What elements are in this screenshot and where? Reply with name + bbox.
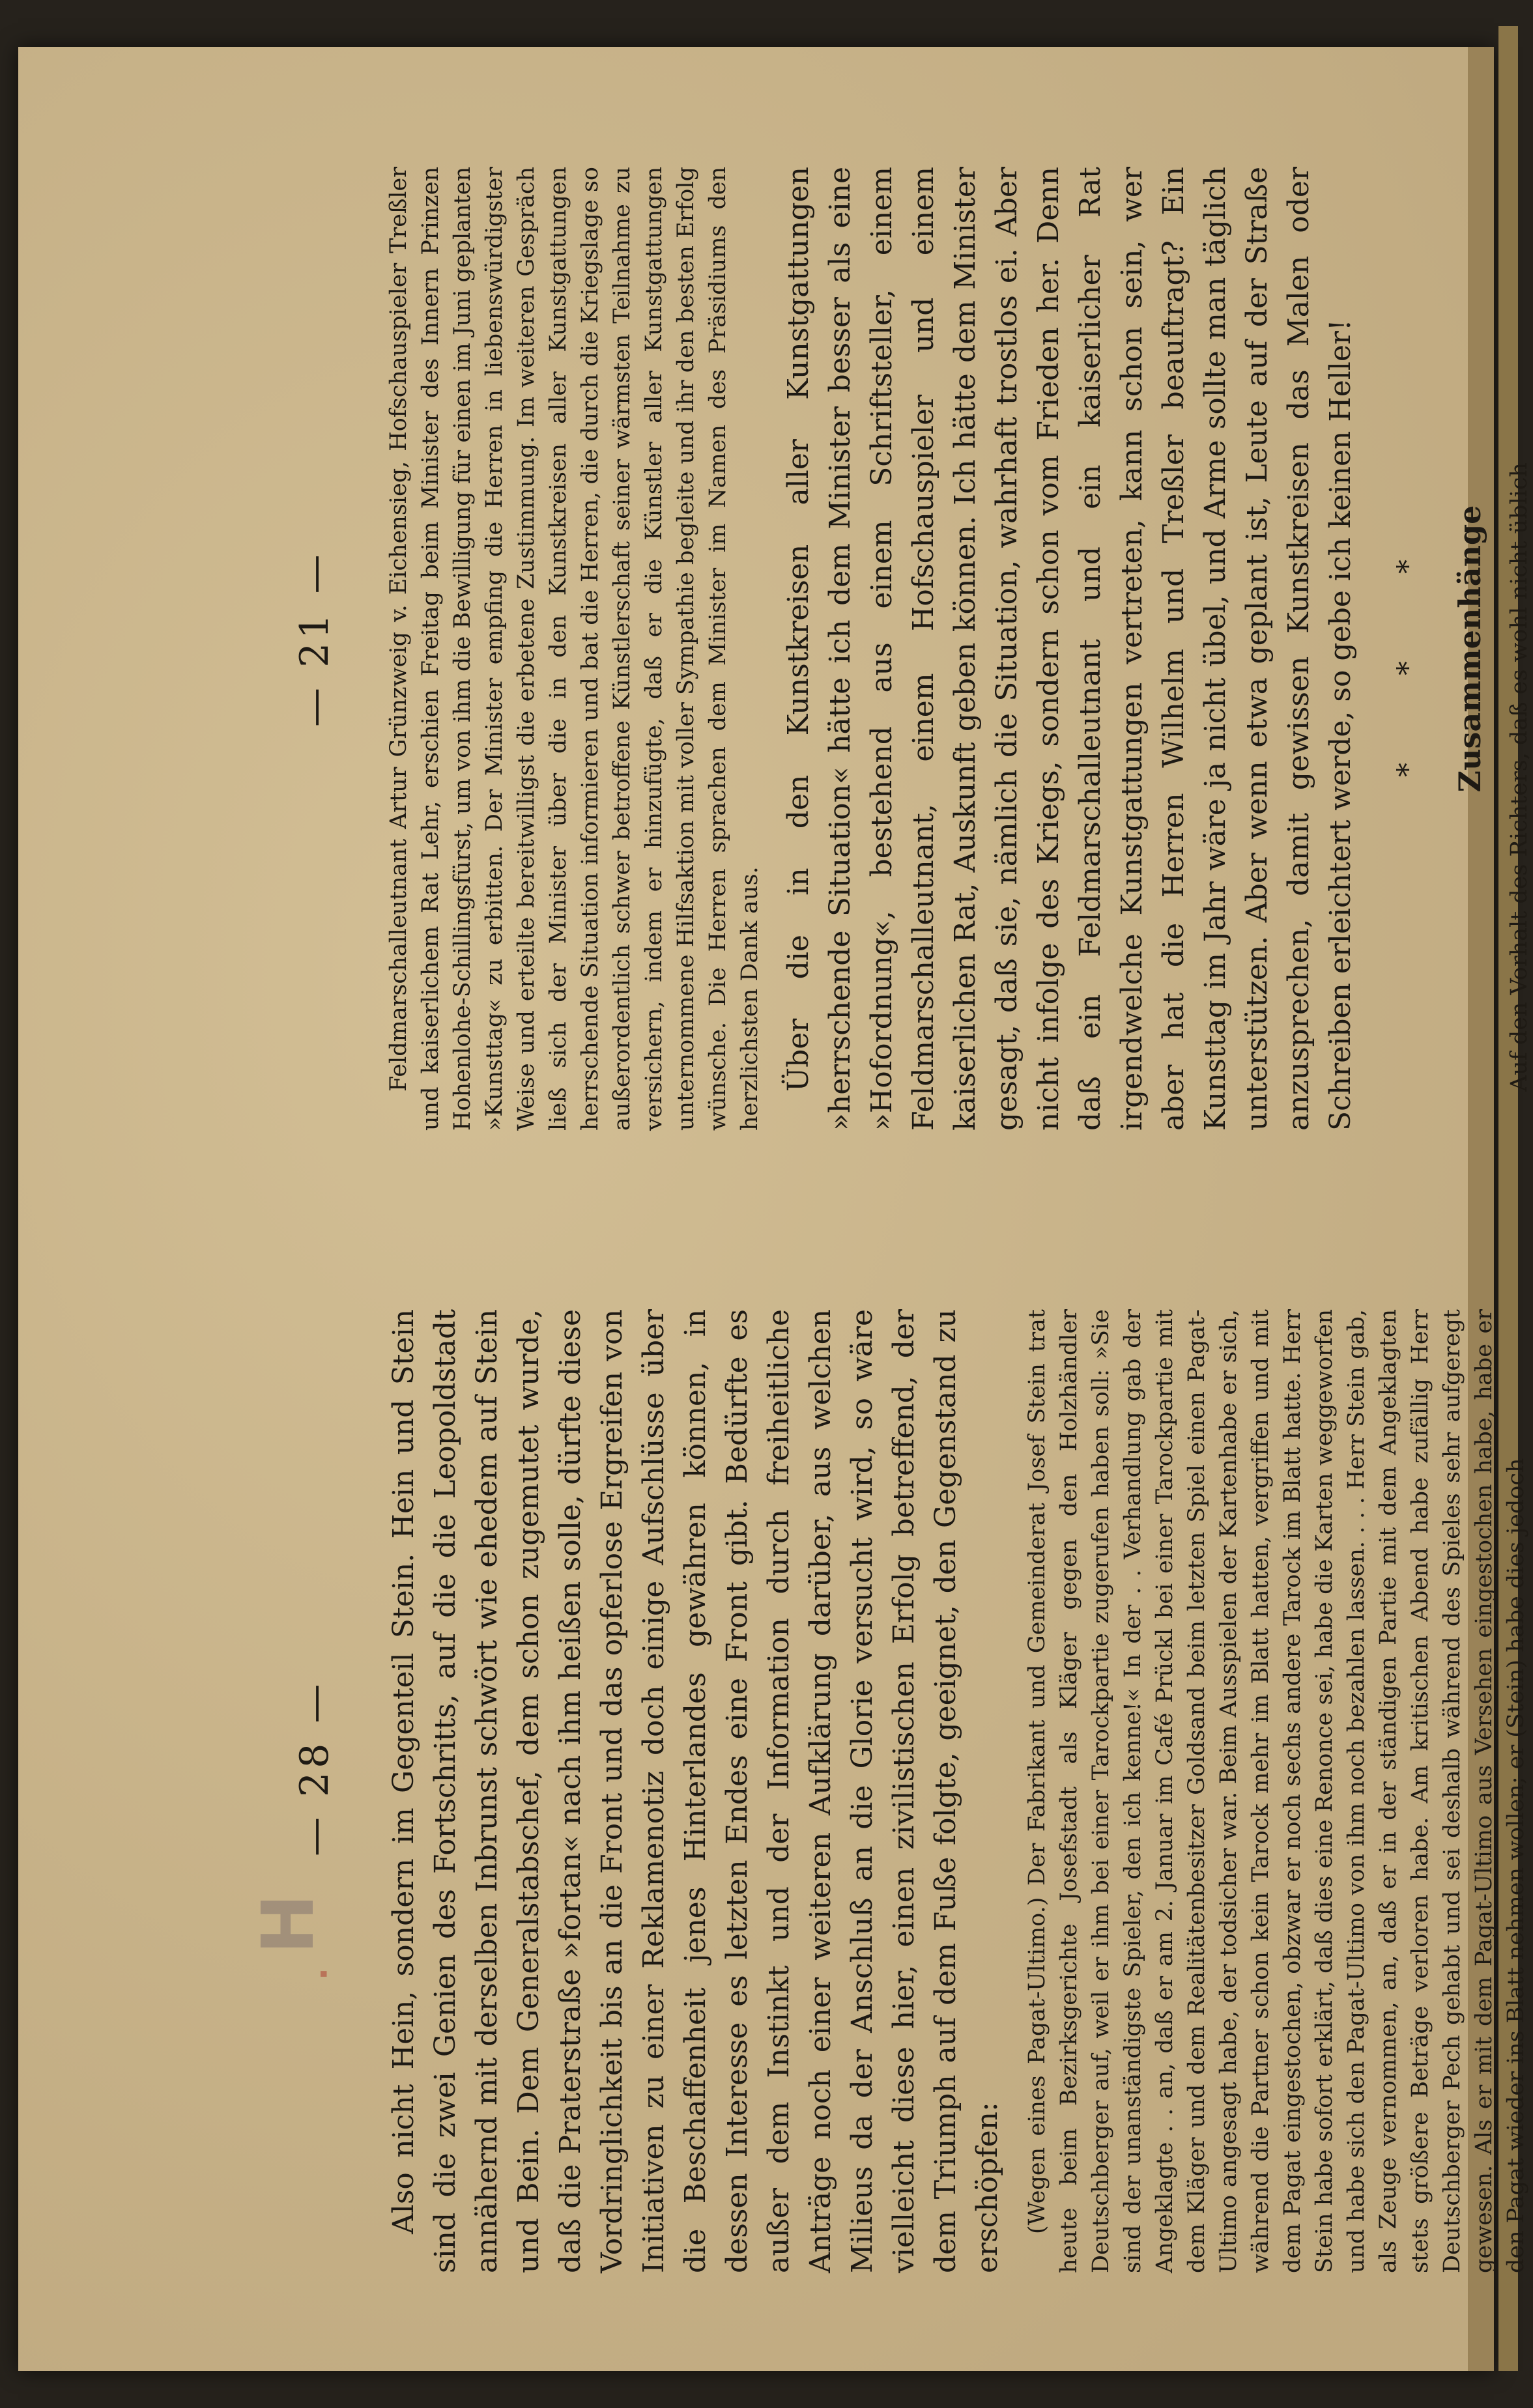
- news-quote: Feldmarschalleutnant Artur Grünzweig v. Eichensieg, Hofschauspieler Treßler und kaiserlichem Rat Lehr, erschien Freitag beim Minister des Innern Prinzen Hohenlohe-Schillingsfürst, um von ihm die Bewilligung für einen im Juni geplanten »Kunsttag« zu erbitten. Der Minister empfing die Herren in liebenswürdigster Weise und erteilte bereitwilligst die erbetene Zustimmung. Im weiteren Gespräch ließ sich der Minister über die in den Kunstkreisen aller Kunstgattungen herrschende Situation informieren und bat die Herren, die durch die Kriegslage so außerordentlich schwer betroffene Künstlerschaft seiner wärmsten Teilnahme zu versichern, indem er hinzufügte, daß er die Künstler aller Kunstgattungen unternommene Hilfsaktion mit voller Sympathie begleite und ihr den besten Erfolg wünsche. Die Herren sprachen dem Minister im Namen des Präsidiums den herzlichsten Dank aus.: [386, 167, 763, 1131]
- page-number-left: — 28 —: [292, 1680, 337, 1856]
- red-mark: ·: [305, 1968, 343, 1980]
- left-page-text: [383, 1309, 1532, 2273]
- paragraph-start: Auf den Vorhalt des Richters, daß es wohl nicht üblich: [1506, 462, 1532, 1092]
- section-divider: * * *: [1392, 520, 1425, 777]
- right-page-text: [383, 167, 1533, 1131]
- section-heading: Zusammenhänge: [1452, 505, 1487, 793]
- page-number-right: — 21 —: [292, 550, 337, 727]
- paragraph: Über die in den Kunstkreisen aller Kunstgattungen »herrschende Situation« hätte ich dem Minister besser als eine »Hofordnung«, bestehend aus einem Schriftsteller, einem Feldmarschalleutnant, einem Hofschauspieler und einem kaiserlichen Rat, Auskunft geben können. Ich hätte dem Minister gesagt, daß sie, nämlich die Situation, wahrhaft trostlos ei. Aber nicht infolge des Kriegs, sondern schon vom Frieden her. Denn daß ein Feldmarschalleutnant und ein kaiserlicher Rat irgendwelche Kunstgattungen vertreten, kann schon sein, wer aber hat die Herren Wilhelm und Treßler beauftragt? Ein Kunsttag im Jahr wäre ja nicht übel, und Arme sollte man täglich unterstützen. Aber wenn etwa geplant ist, Leute auf der Straße anzusprechen, damit gewissen Kunstkreisen das Malen oder Schreiben erleichtert werde, so gebe ich keinen Heller!: [782, 167, 1357, 1131]
- pencil-annotation: H: [246, 1893, 330, 1954]
- right-page: [18, 47, 1532, 1209]
- left-page: [18, 1209, 1529, 2371]
- news-quote: (Wegen eines Pagat-Ultimo.) Der Fabrikant und Gemeinderat Josef Stein trat heute beim Bezirksgerichte Josefstadt als Kläger gegen den Holzhändler Deutschberger auf, weil er ihm bei einer Tarockpartie zugerufen haben soll: »Sie sind der unanständigste Spieler, den ich kenne!« In der . . Verhandlung gab der Angeklagte . . an, daß er am 2. Januar im Café Prückl bei einer Tarockpartie mit dem Kläger und dem Realitätenbesitzer Goldsand beim letzten Spiel einen Pagat-Ultimo angesagt habe, der todsicher war. Beim Ausspielen der Kartenhabe er sich, während die Partner schon kein Tarock mehr im Blatt hatten, vergriffen und mit dem Pagat eingestochen, obzwar er noch sechs andere Tarock im Blatt hatte. Herr Stein habe sofort erklärt, daß dies eine Renonce sei, habe die Karten weggeworfen und habe sich den Pagat-Ultimo von ihm noch bezahlen lassen. . . . Herr Stein gab, als Zeuge vernommen, an, daß er in der ständigen Partie mit dem Angeklagten stets größere Beträge verloren habe. Am kritischen Abend habe zufällig Herr Deutschberger Pech gehabt und sei deshalb während des Spieles sehr aufgeregt gewesen. Als er mit dem Pagat-Ultimo aus Versehen eingestochen habe, habe er den Pagat wieder ins Blatt nehmen wollen; er (Stein) habe dies jedoch: [1024, 1309, 1529, 2273]
- paragraph: Also nicht Hein, sondern im Gegenteil Stein. Hein und Stein sind die zwei Genien des Fortschritts, auf die die Leopoldstadt annähernd mit derselben Inbrunst schwört wie ehedem auf Stein und Bein. Dem Generalstabschef, dem schon zugemutet wurde, daß die Praterstraße »fortan« nach ihm heißen solle, dürfte diese Vordringlichkeit bis an die Front und das opferlose Ergreifen von Initiativen zu einer Reklamenotiz doch einige Aufschlüsse über die Beschaffenheit jenes Hinterlandes gewähren können, in dessen Interesse es letzten Endes eine Front gibt. Bedürfte es außer dem Instinkt und der Information durch freiheitliche Anträge noch einer weiteren Aufklärung darüber, aus welchen Milieus da der Anschluß an die Glorie versucht wird, so wäre vielleicht diese hier, einen zivilistischen Erfolg betreffend, der dem Triumph auf dem Fuße folgte, geeignet, den Gegenstand zu erschöpfen:: [387, 1309, 1004, 2273]
- rotated-spread: [18, 47, 1532, 2371]
